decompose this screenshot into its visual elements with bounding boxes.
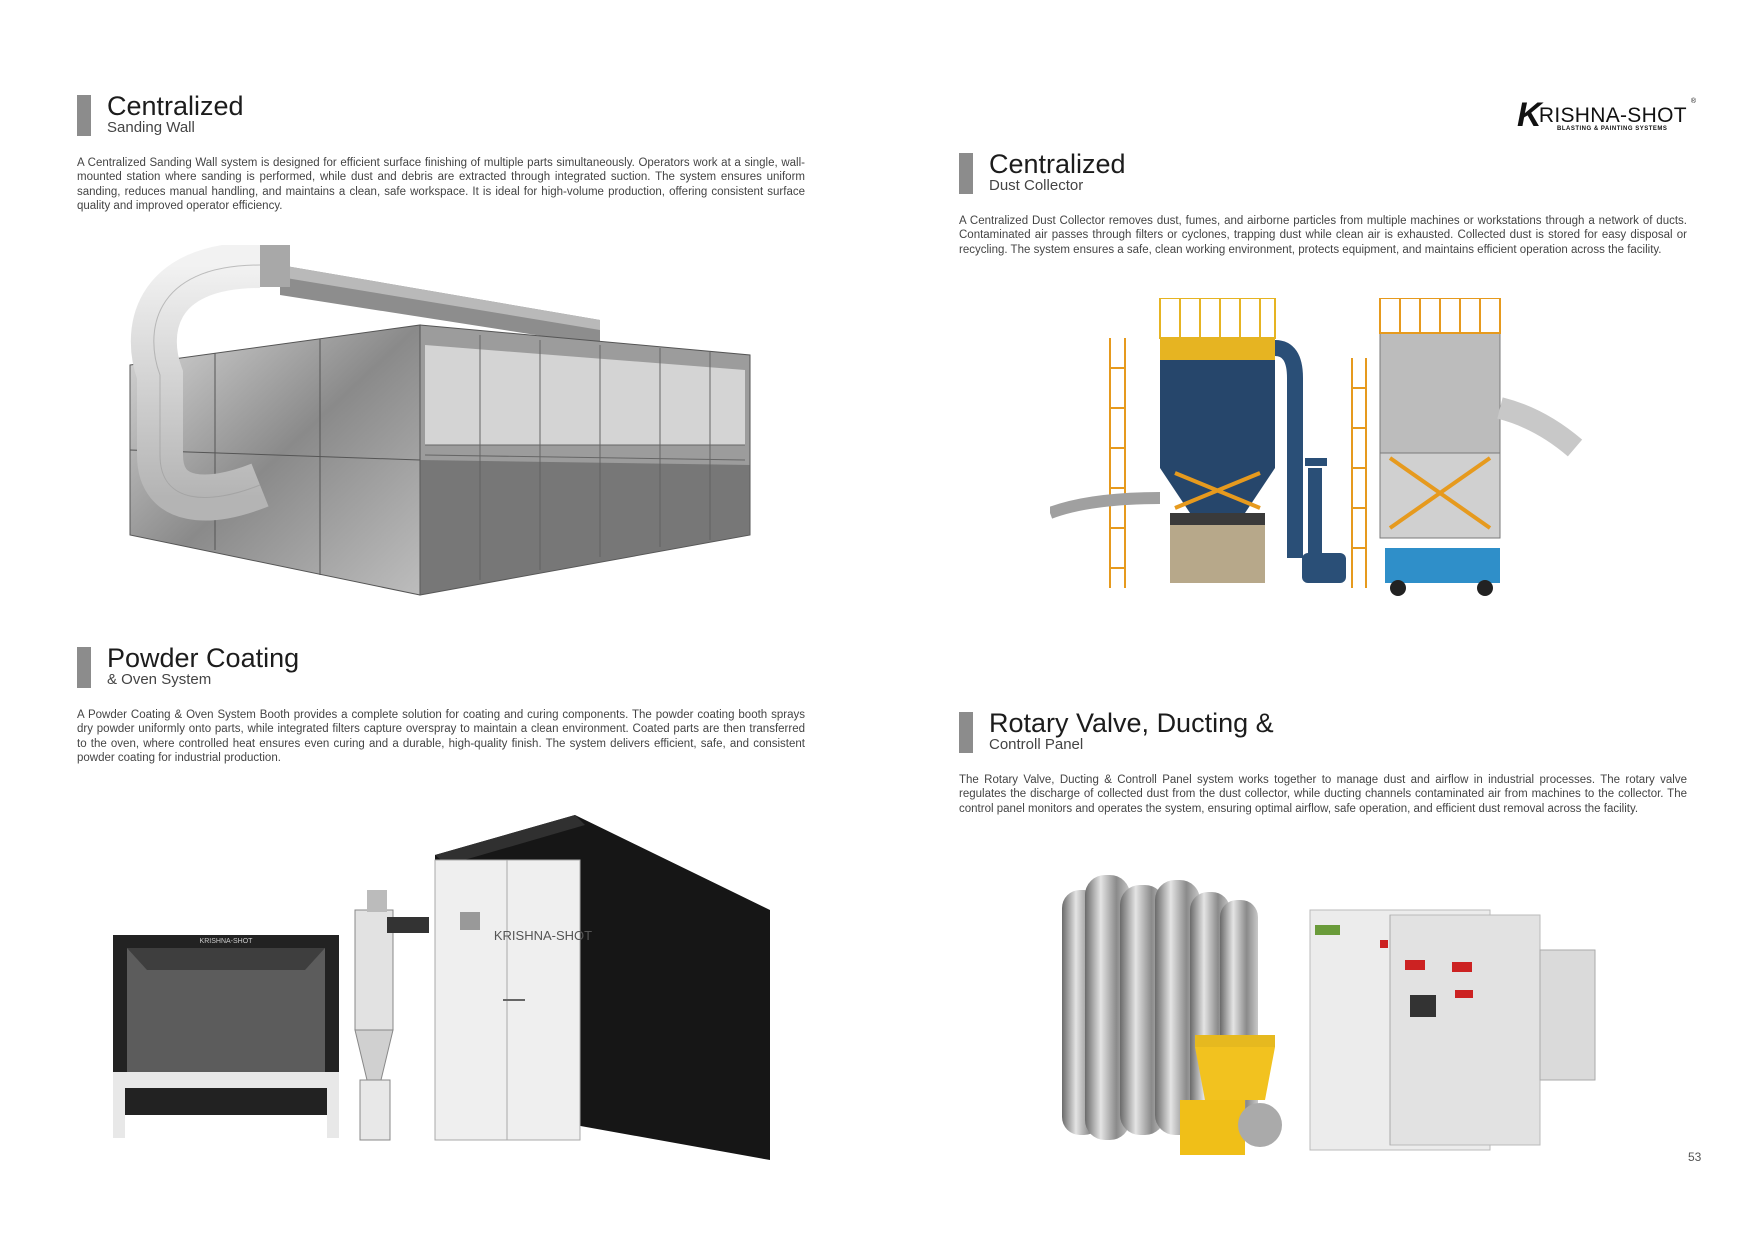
control-panel xyxy=(1310,910,1595,1150)
section-powder-coating xyxy=(77,644,805,766)
section-description: A Centralized Sanding Wall system is designed for efficient surface finishing of multiple parts simultaneously. Operators work at a single, wall-mounted station where sanding is performed, while dust and debris are extracted through integrated suction. The system ensures uniform sanding, reduces manual handling, and maintains a clean, safe workspace. It is ideal for high-volume production, offering consistent surface quality and improved operator efficiency. xyxy=(77,157,805,213)
section-dust-collector xyxy=(959,150,1687,257)
section-subtitle: & Oven System xyxy=(107,671,212,688)
oven-label: KRISHNA-SHOT xyxy=(493,928,593,943)
powder-coating-photo xyxy=(105,800,775,1160)
heading-accent-bar xyxy=(77,647,91,688)
section-title: Rotary Valve, Ducting & xyxy=(989,708,1274,738)
section-subtitle: Controll Panel xyxy=(989,736,1084,753)
registered-mark: ® xyxy=(1690,98,1696,105)
section-title: Centralized xyxy=(107,91,244,121)
section-heading xyxy=(77,644,805,688)
dust-collector-photo xyxy=(1050,298,1600,678)
section-sanding-wall xyxy=(77,92,805,214)
section-heading xyxy=(959,709,1687,753)
page-number: 53 xyxy=(1688,1150,1702,1164)
section-description: A Powder Coating & Oven System Booth provides a complete solution for coating and curing components. The powder coating booth sprays dry powder uniformly onto parts, while integrated filters capture overspray to maintain a clean environment. Coated parts are then transferred to the oven, where controlled heat ensures even curing and a durable, high-quality finish. The system delivers efficient, safe, and consistent powder coating for industrial production. xyxy=(77,709,805,765)
brand-tagline: BLASTING & PAINTING SYSTEMS xyxy=(1557,126,1668,132)
rotary-valve-photo xyxy=(1060,870,1600,1165)
sanding-wall-photo xyxy=(120,245,760,605)
section-subtitle: Sanding Wall xyxy=(107,119,195,136)
section-subtitle: Dust Collector xyxy=(989,177,1084,194)
heading-accent-bar xyxy=(959,712,973,753)
booth-label: KRISHNA-SHOT xyxy=(199,938,253,945)
heading-accent-bar xyxy=(959,153,973,194)
section-title: Centralized xyxy=(989,149,1126,179)
brand-initial: K xyxy=(1517,96,1542,134)
section-description: The Rotary Valve, Ducting & Controll Panel system works together to manage dust and airflow in industrial processes. The rotary valve regulates the discharge of collected dust from the dust collector, while ducting channels contaminated air from machines to the collector. The control panel monitors and operates the system, ensuring optimal airflow, safe operation, and efficient dust removal across the facility. xyxy=(959,774,1687,815)
section-title: Powder Coating xyxy=(107,643,300,673)
section-rotary-valve xyxy=(959,709,1687,816)
brand-name-rest: RISHNA-SHOT xyxy=(1538,104,1687,127)
section-heading xyxy=(959,150,1687,194)
brand-logo xyxy=(1517,92,1696,138)
heading-accent-bar xyxy=(77,95,91,136)
section-heading xyxy=(77,92,805,136)
section-description: A Centralized Dust Collector removes dust, fumes, and airborne particles from multiple machines or workstations through a network of ducts. Contaminated air passes through filters or cyclones, trapping dust while clean air is exhausted. Collected dust is stored for easy disposal or recycling. The system ensures a safe, clean working environment, protects equipment, and maintains efficient operation across the facility. xyxy=(959,215,1687,256)
